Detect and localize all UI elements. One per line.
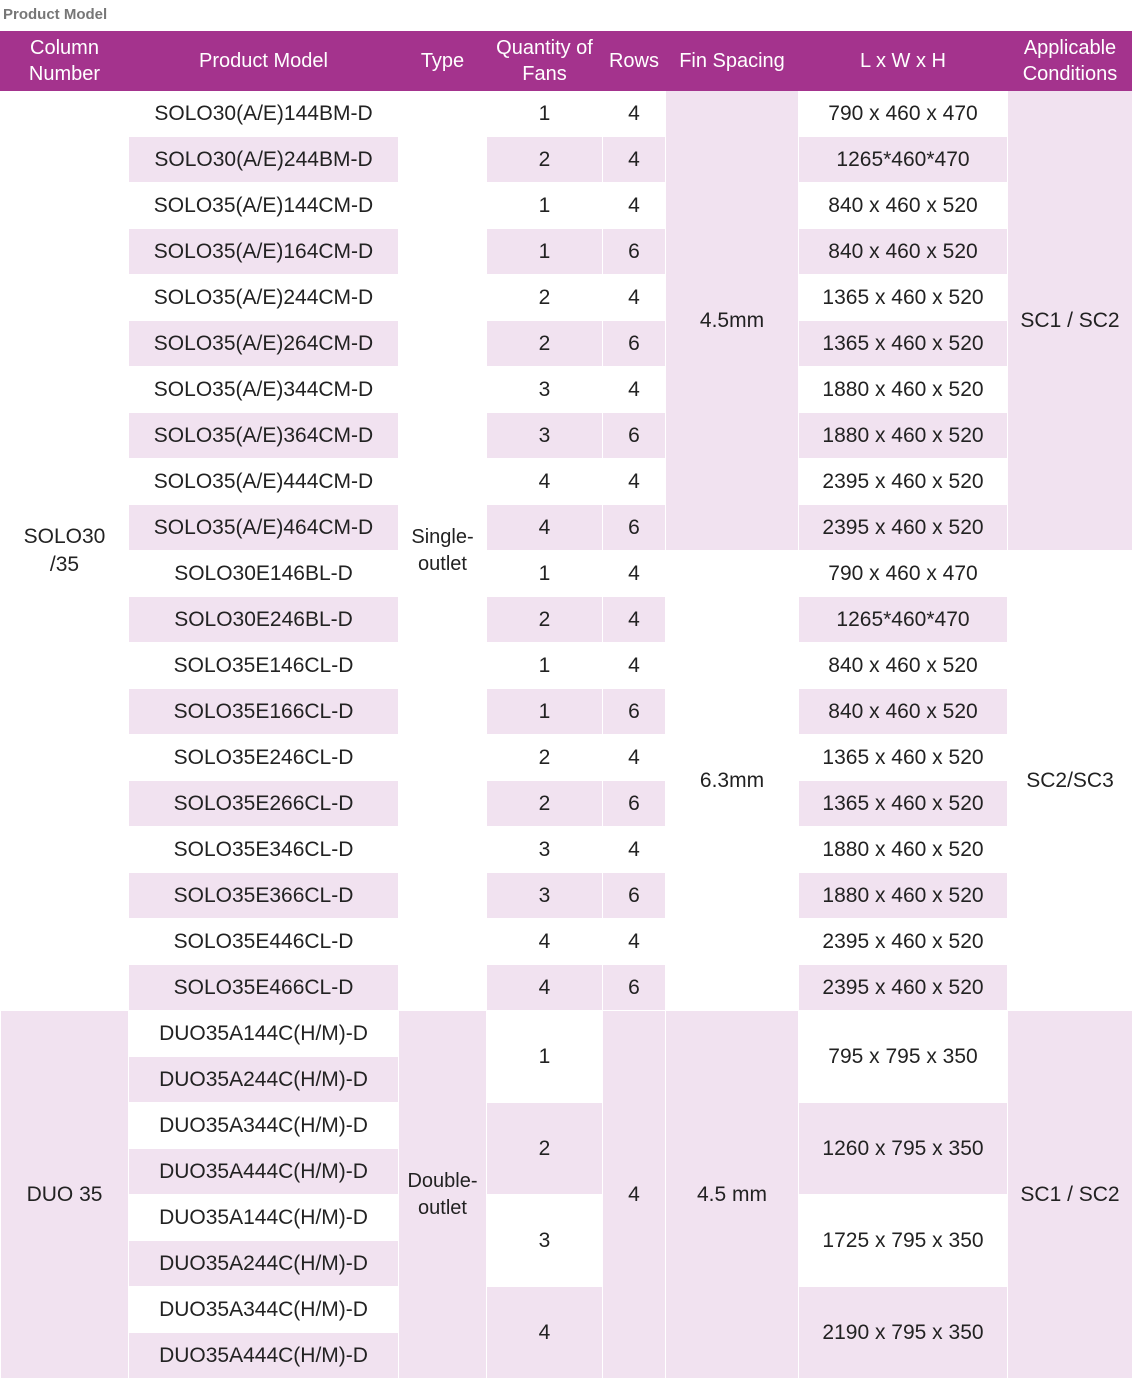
product-model-cell: DUO35A344C(H/M)-D — [129, 1103, 399, 1149]
rows-cell: 4 — [603, 459, 666, 505]
dimensions-cell: 1880 x 460 x 520 — [799, 367, 1008, 413]
rows-cell: 4 — [603, 735, 666, 781]
dimensions-cell: 840 x 460 x 520 — [799, 643, 1008, 689]
fans-cell: 2 — [487, 137, 603, 183]
header-row — [1, 32, 1132, 91]
fans-cell: 1 — [487, 689, 603, 735]
dimensions-cell: 1260 x 795 x 350 — [799, 1103, 1008, 1195]
dimensions-cell: 840 x 460 x 520 — [799, 229, 1008, 275]
fans-cell: 4 — [487, 459, 603, 505]
table-row — [1, 551, 1132, 597]
product-model-table — [0, 31, 1132, 1379]
dimensions-cell: 2395 x 460 x 520 — [799, 965, 1008, 1011]
product-model-cell: SOLO35(A/E)444CM-D — [129, 459, 399, 505]
product-model-cell: SOLO35E466CL-D — [129, 965, 399, 1011]
dimensions-cell: 1880 x 460 x 520 — [799, 873, 1008, 919]
rows-cell: 6 — [603, 965, 666, 1011]
fans-cell: 4 — [487, 965, 603, 1011]
table-row — [1, 735, 1132, 781]
product-model-cell: SOLO30E246BL-D — [129, 597, 399, 643]
rows-cell: 4 — [603, 643, 666, 689]
product-model-cell: SOLO30(A/E)144BM-D — [129, 91, 399, 137]
product-model-cell: DUO35A244C(H/M)-D — [129, 1057, 399, 1103]
fans-cell: 1 — [487, 229, 603, 275]
dimensions-cell: 1265*460*470 — [799, 597, 1008, 643]
product-model-cell: DUO35A444C(H/M)-D — [129, 1333, 399, 1379]
dimensions-cell: 1365 x 460 x 520 — [799, 781, 1008, 827]
fans-cell: 3 — [487, 873, 603, 919]
fans-cell: 2 — [487, 597, 603, 643]
fans-cell: 2 — [487, 321, 603, 367]
fans-cell: 1 — [487, 643, 603, 689]
header-quantity-of-fans: Quantity of Fans — [487, 32, 603, 91]
table-row — [1, 321, 1132, 367]
product-model-cell: SOLO35(A/E)264CM-D — [129, 321, 399, 367]
fans-cell: 2 — [487, 275, 603, 321]
conditions-cell: SC1 / SC2 — [1008, 91, 1132, 551]
dimensions-cell: 1725 x 795 x 350 — [799, 1195, 1008, 1287]
table-row — [1, 965, 1132, 1011]
dimensions-cell: 790 x 460 x 470 — [799, 551, 1008, 597]
table-row — [1, 183, 1132, 229]
table-row — [1, 781, 1132, 827]
table-row — [1, 91, 1132, 137]
fans-cell: 3 — [487, 367, 603, 413]
column-number-cell: SOLO30 /35 — [1, 91, 129, 1011]
fans-cell: 3 — [487, 1195, 603, 1287]
product-model-cell: SOLO35(A/E)464CM-D — [129, 505, 399, 551]
dimensions-cell: 2190 x 795 x 350 — [799, 1287, 1008, 1379]
dimensions-cell: 1365 x 460 x 520 — [799, 735, 1008, 781]
rows-cell: 4 — [603, 183, 666, 229]
table-row — [1, 1287, 1132, 1333]
product-model-cell: SOLO35E146CL-D — [129, 643, 399, 689]
table-row — [1, 275, 1132, 321]
table-row — [1, 137, 1132, 183]
header-fin-spacing: Fin Spacing — [666, 32, 799, 91]
rows-cell: 6 — [603, 781, 666, 827]
header-dimensions: L x W x H — [799, 32, 1008, 91]
table-row — [1, 1195, 1132, 1241]
product-model-cell: SOLO35E266CL-D — [129, 781, 399, 827]
dimensions-cell: 790 x 460 x 470 — [799, 91, 1008, 137]
dimensions-cell: 795 x 795 x 350 — [799, 1011, 1008, 1103]
product-model-cell: SOLO35E366CL-D — [129, 873, 399, 919]
page-label: Product Model — [3, 6, 108, 23]
fans-cell: 1 — [487, 551, 603, 597]
type-cell: Single- outlet — [399, 91, 487, 1011]
fans-cell: 2 — [487, 735, 603, 781]
dimensions-cell: 2395 x 460 x 520 — [799, 459, 1008, 505]
product-model-cell: SOLO35(A/E)244CM-D — [129, 275, 399, 321]
rows-cell: 4 — [603, 275, 666, 321]
table-row — [1, 597, 1132, 643]
fans-cell: 4 — [487, 505, 603, 551]
rows-cell: 4 — [603, 597, 666, 643]
fans-cell: 1 — [487, 91, 603, 137]
product-model-cell: SOLO35E346CL-D — [129, 827, 399, 873]
product-model-cell: SOLO35E446CL-D — [129, 919, 399, 965]
rows-cell: 6 — [603, 873, 666, 919]
dimensions-cell: 840 x 460 x 520 — [799, 689, 1008, 735]
header-applicable-conditions: Applicable Conditions — [1008, 32, 1132, 91]
header-product-model: Product Model — [129, 32, 399, 91]
rows-cell: 4 — [603, 919, 666, 965]
rows-cell: 4 — [603, 827, 666, 873]
fans-cell: 1 — [487, 183, 603, 229]
rows-cell: 6 — [603, 321, 666, 367]
fans-cell: 3 — [487, 413, 603, 459]
product-model-cell: SOLO35(A/E)344CM-D — [129, 367, 399, 413]
fans-cell: 3 — [487, 827, 603, 873]
fin-spacing-cell: 4.5 mm — [666, 1011, 799, 1379]
rows-cell: 4 — [603, 91, 666, 137]
product-model-cell: SOLO30(A/E)244BM-D — [129, 137, 399, 183]
table-row — [1, 827, 1132, 873]
product-model-cell: SOLO30E146BL-D — [129, 551, 399, 597]
product-model-cell: SOLO35(A/E)364CM-D — [129, 413, 399, 459]
dimensions-cell: 1265*460*470 — [799, 137, 1008, 183]
table-row — [1, 505, 1132, 551]
product-model-cell: DUO35A444C(H/M)-D — [129, 1149, 399, 1195]
table-row — [1, 367, 1132, 413]
dimensions-cell: 2395 x 460 x 520 — [799, 919, 1008, 965]
rows-cell: 4 — [603, 551, 666, 597]
table-row — [1, 689, 1132, 735]
dimensions-cell: 840 x 460 x 520 — [799, 183, 1008, 229]
rows-cell: 4 — [603, 137, 666, 183]
header-column-number: Column Number — [1, 32, 129, 91]
table-row — [1, 1103, 1132, 1149]
fans-cell: 4 — [487, 919, 603, 965]
product-model-cell: SOLO35(A/E)144CM-D — [129, 183, 399, 229]
fin-spacing-cell: 6.3mm — [666, 551, 799, 1011]
conditions-cell: SC2/SC3 — [1008, 551, 1132, 1011]
rows-cell: 4 — [603, 1011, 666, 1379]
dimensions-cell: 1880 x 460 x 520 — [799, 827, 1008, 873]
product-model-cell: DUO35A144C(H/M)-D — [129, 1195, 399, 1241]
column-number-cell: DUO 35 — [1, 1011, 129, 1379]
type-cell: Double- outlet — [399, 1011, 487, 1379]
header-type: Type — [399, 32, 487, 91]
table-row — [1, 413, 1132, 459]
fans-cell: 2 — [487, 1103, 603, 1195]
table-row — [1, 643, 1132, 689]
product-model-cell: DUO35A244C(H/M)-D — [129, 1241, 399, 1287]
product-model-cell: DUO35A344C(H/M)-D — [129, 1287, 399, 1333]
table-row — [1, 919, 1132, 965]
fin-spacing-cell: 4.5mm — [666, 91, 799, 551]
fans-cell: 1 — [487, 1011, 603, 1103]
product-model-cell: SOLO35E166CL-D — [129, 689, 399, 735]
dimensions-cell: 2395 x 460 x 520 — [799, 505, 1008, 551]
header-rows: Rows — [603, 32, 666, 91]
fans-cell: 4 — [487, 1287, 603, 1379]
dimensions-cell: 1880 x 460 x 520 — [799, 413, 1008, 459]
table-row — [1, 229, 1132, 275]
conditions-cell: SC1 / SC2 — [1008, 1011, 1132, 1379]
table-row — [1, 873, 1132, 919]
rows-cell: 4 — [603, 367, 666, 413]
dimensions-cell: 1365 x 460 x 520 — [799, 275, 1008, 321]
rows-cell: 6 — [603, 689, 666, 735]
table-row — [1, 1011, 1132, 1057]
product-model-cell: DUO35A144C(H/M)-D — [129, 1011, 399, 1057]
rows-cell: 6 — [603, 505, 666, 551]
rows-cell: 6 — [603, 229, 666, 275]
product-model-cell: SOLO35(A/E)164CM-D — [129, 229, 399, 275]
fans-cell: 2 — [487, 781, 603, 827]
table-row — [1, 459, 1132, 505]
product-model-cell: SOLO35E246CL-D — [129, 735, 399, 781]
rows-cell: 6 — [603, 413, 666, 459]
dimensions-cell: 1365 x 460 x 520 — [799, 321, 1008, 367]
